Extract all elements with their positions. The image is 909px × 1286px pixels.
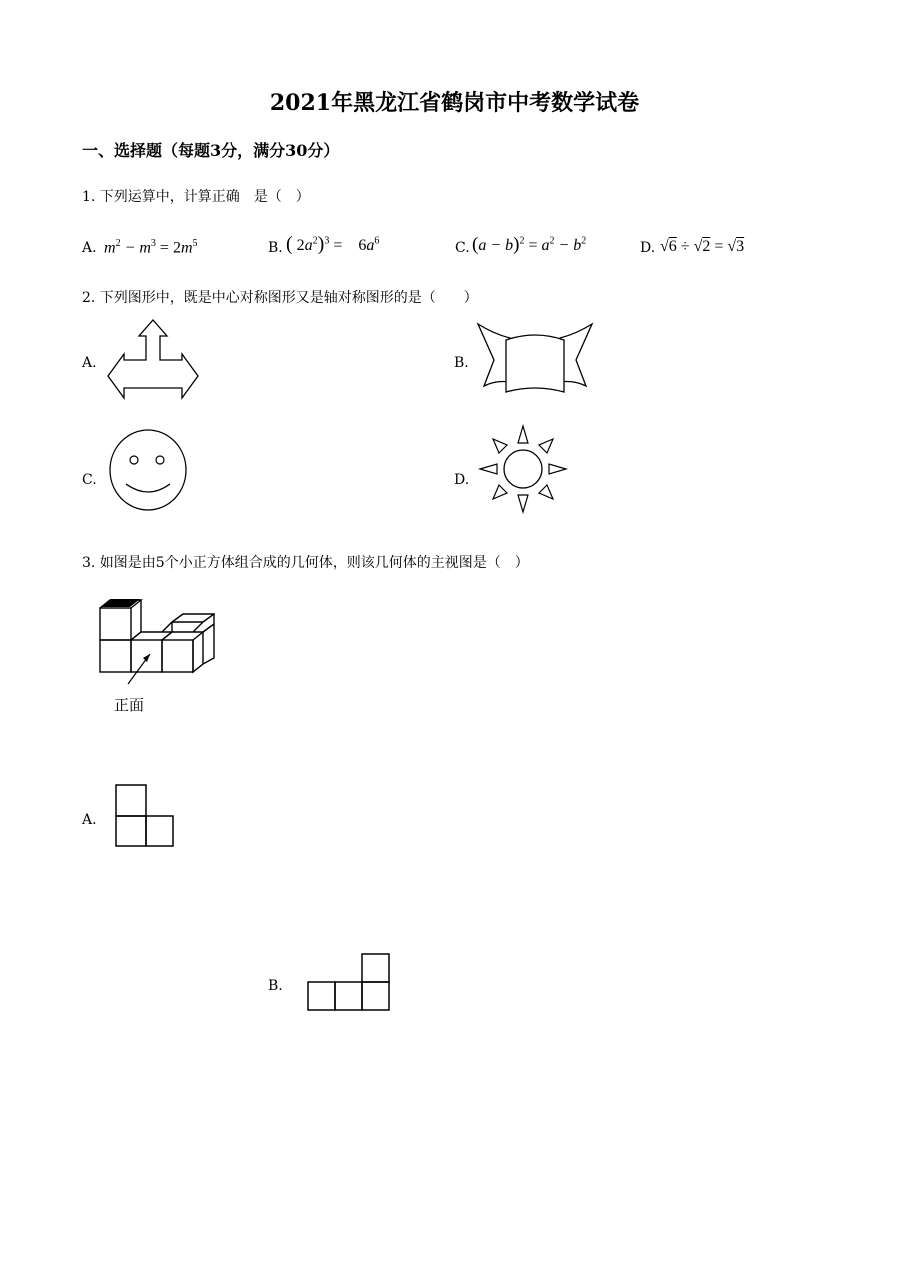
question-2-stem: 2. 下列图形中，既是中心对称图形又是轴对称图形的是（ ） (82, 290, 478, 306)
q3-option-a-label: A. (82, 812, 97, 828)
sun-icon (478, 424, 568, 514)
question-3-stem: 3. 如图是由5个小正方体组合成的几何体，则该几何体的主视图是（ ） (82, 555, 529, 571)
q1-option-a-label: A. (82, 240, 97, 256)
q1-option-b-label: B. (268, 240, 283, 256)
q1-option-c-expr: $(a - b)^2 = a^2 - b^2$ (472, 234, 587, 255)
front-label: 正面 (114, 696, 145, 714)
q2-option-a-label: A. (82, 355, 97, 371)
ribbon-banner-icon (476, 322, 594, 398)
question-1-stem: 1. 下列运算中，计算正确 是（ ） (82, 189, 310, 205)
stair-view-icon (307, 953, 391, 1013)
section-heading: 一、选择题（每题3分，满分30分） (82, 141, 340, 160)
smiley-face-icon (108, 428, 190, 512)
q1-option-d-label: D. (640, 240, 656, 256)
l-shape-view-icon (115, 784, 175, 848)
q2-option-d-label: D. (454, 472, 470, 488)
q1-option-b-expr: ( $2a^2)^3$ = $6a^6$ (286, 233, 380, 255)
q3-option-b-label: B. (268, 978, 283, 994)
q1-option-a-expr: $m^2 - m^3 = 2m^5$ (104, 238, 198, 257)
q2-option-c-label: C. (82, 472, 97, 488)
three-way-arrow-icon (104, 318, 202, 400)
q1-option-c-label: C. (455, 240, 470, 256)
q1-option-d-expr: √6 ÷ √2 = √3 (660, 238, 745, 255)
cube-stack-figure (98, 596, 220, 680)
q2-option-b-label: B. (454, 355, 469, 371)
page-title: 2021年黑龙江省鹤岗市中考数学试卷 (269, 90, 640, 116)
